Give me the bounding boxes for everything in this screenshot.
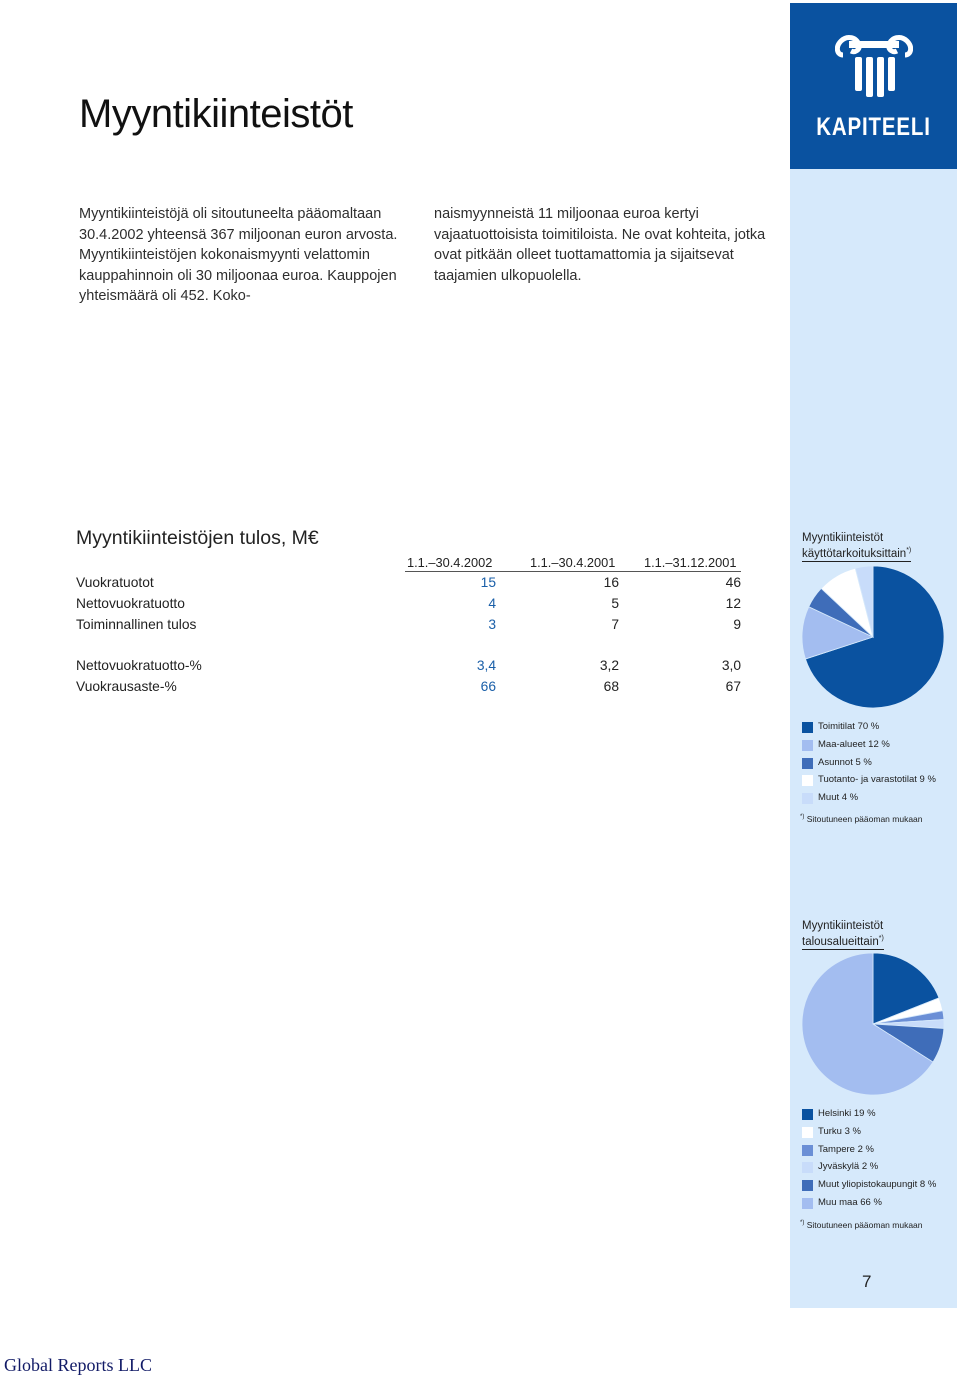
cell-vuokratuotot-2002: 15 (480, 575, 496, 590)
legend-swatch (802, 758, 813, 769)
page-number: 7 (862, 1272, 872, 1291)
row-label-nettovuokratuotto: Nettovuokratuotto (76, 596, 185, 611)
pie2-title-mark: *) (878, 934, 884, 942)
pie1-title-line2: käyttötarkoituksittain (802, 547, 907, 560)
cell-nettovuokratuotto-pct-2002: 3,4 (476, 658, 496, 673)
pie2-footnote-mark: *) (800, 1220, 805, 1227)
intro-text-column-1: Myyntikiinteistöjä oli sitoutuneelta pääomaltaan 30.4.2002 yhteensä 367 miljoonan euron arvosta. Myyntikiinteistöjen kokonaismyynti velattomin kauppahinnoin oli 30 miljoonaa euroa. Kauppojen yhteismäärä oli 452. Koko- (79, 206, 398, 305)
row-label-vuokratuotot: Vuokratuotot (76, 575, 154, 590)
row-label-vuokrausaste-pct: Vuokrausaste-% (76, 679, 177, 694)
table-title: Myyntikiinteistöjen tulos, M€ (76, 527, 319, 549)
cell-vuokratuotot-2001-dec: 46 (725, 575, 741, 590)
legend-label: Asunnot 5 % (818, 756, 872, 768)
cell-nettovuokratuotto-2001-dec: 12 (725, 596, 741, 611)
legend-swatch (802, 1198, 813, 1209)
cell-toiminnallinen-tulos-2001-apr: 7 (611, 617, 619, 632)
legend-swatch (802, 793, 813, 804)
column-header-2001-apr: 1.1.–30.4.2001 (530, 555, 616, 570)
cell-nettovuokratuotto-pct-2001-apr: 3,2 (599, 658, 619, 673)
row-label-nettovuokratuotto-pct: Nettovuokratuotto-% (76, 658, 202, 673)
legend-label: Tuotanto- ja varastotilat 9 % (818, 774, 936, 786)
legend-label: Tampere 2 % (818, 1143, 874, 1155)
pie1-footnote-mark: *) (800, 814, 805, 821)
legend-label: Muut 4 % (818, 792, 859, 804)
column-header-2002: 1.1.–30.4.2002 (407, 555, 493, 570)
cell-nettovuokratuotto-pct-2001-dec: 3,0 (721, 658, 741, 673)
table-header-rule (405, 571, 741, 572)
legend-label: Helsinki 19 % (818, 1108, 876, 1119)
pie-chart-kayttotarkoitus (800, 564, 946, 710)
column-capital-icon (835, 33, 913, 111)
pie2-footnote (800, 1220, 923, 1230)
pie2-footnote-text: Sitoutuneen pääoman mukaan (806, 1220, 923, 1230)
legend-swatch (802, 1109, 813, 1120)
legend-swatch (802, 722, 813, 733)
legend-swatch (802, 1145, 813, 1156)
legend-label: Muu maa 66 % (818, 1197, 882, 1208)
kapiteeli-logo (790, 3, 957, 169)
legend-label: Muut yliopistokaupungit 8 % (818, 1179, 937, 1191)
legend-label: Turku 3 % (818, 1125, 861, 1137)
row-label-toiminnallinen-tulos: Toiminnallinen tulos (76, 617, 197, 632)
legend-swatch (802, 740, 813, 751)
cell-nettovuokratuotto-2002: 4 (488, 596, 496, 611)
pie2-title-line2: talousalueittain (802, 935, 879, 948)
cell-toiminnallinen-tulos-2002: 3 (488, 617, 496, 632)
cell-vuokrausaste-pct-2001-dec: 67 (725, 679, 741, 694)
legend-swatch (802, 775, 813, 786)
legend-label: Toimitilat 70 % (818, 721, 880, 732)
pie1-footnote (800, 814, 923, 824)
legend-swatch (802, 1180, 813, 1191)
cell-vuokratuotot-2001-apr: 16 (603, 575, 619, 590)
pie1-footnote-text: Sitoutuneen pääoman mukaan (806, 814, 923, 824)
logo-wordmark: KAPITEELI (816, 113, 931, 141)
pie1-title-mark: *) (906, 546, 912, 554)
cell-toiminnallinen-tulos-2001-dec: 9 (733, 617, 741, 632)
legend-label: Maa-alueet 12 % (818, 738, 890, 750)
page-title: Myyntikiinteistöt (79, 92, 353, 136)
pie2-title-line1: Myyntikiinteistöt (802, 920, 884, 932)
footer-brand: Global Reports LLC (4, 1355, 152, 1375)
pie2-title (802, 920, 884, 950)
pie-chart-talousalue (800, 951, 946, 1097)
pie1-title-line1: Myyntikiinteistöt (802, 532, 884, 544)
legend-swatch (802, 1162, 813, 1173)
cell-vuokrausaste-pct-2002: 66 (480, 679, 496, 694)
column-header-2001-dec: 1.1.–31.12.2001 (644, 555, 737, 570)
pie1-title (802, 532, 911, 562)
legend-swatch (802, 1127, 813, 1138)
legend-label: Jyväskylä 2 % (818, 1161, 879, 1173)
intro-text-column-2: naismyynneistä 11 miljoonaa euroa kertyi vajaatuottoisista toimitiloista. Ne ovat kohteita, jotka ovat pitkään olleet tuottamattomia ja sijaitsevat taajamien ulkopuolella. (434, 206, 766, 284)
cell-vuokrausaste-pct-2001-apr: 68 (603, 679, 619, 694)
cell-nettovuokratuotto-2001-apr: 5 (611, 596, 619, 611)
